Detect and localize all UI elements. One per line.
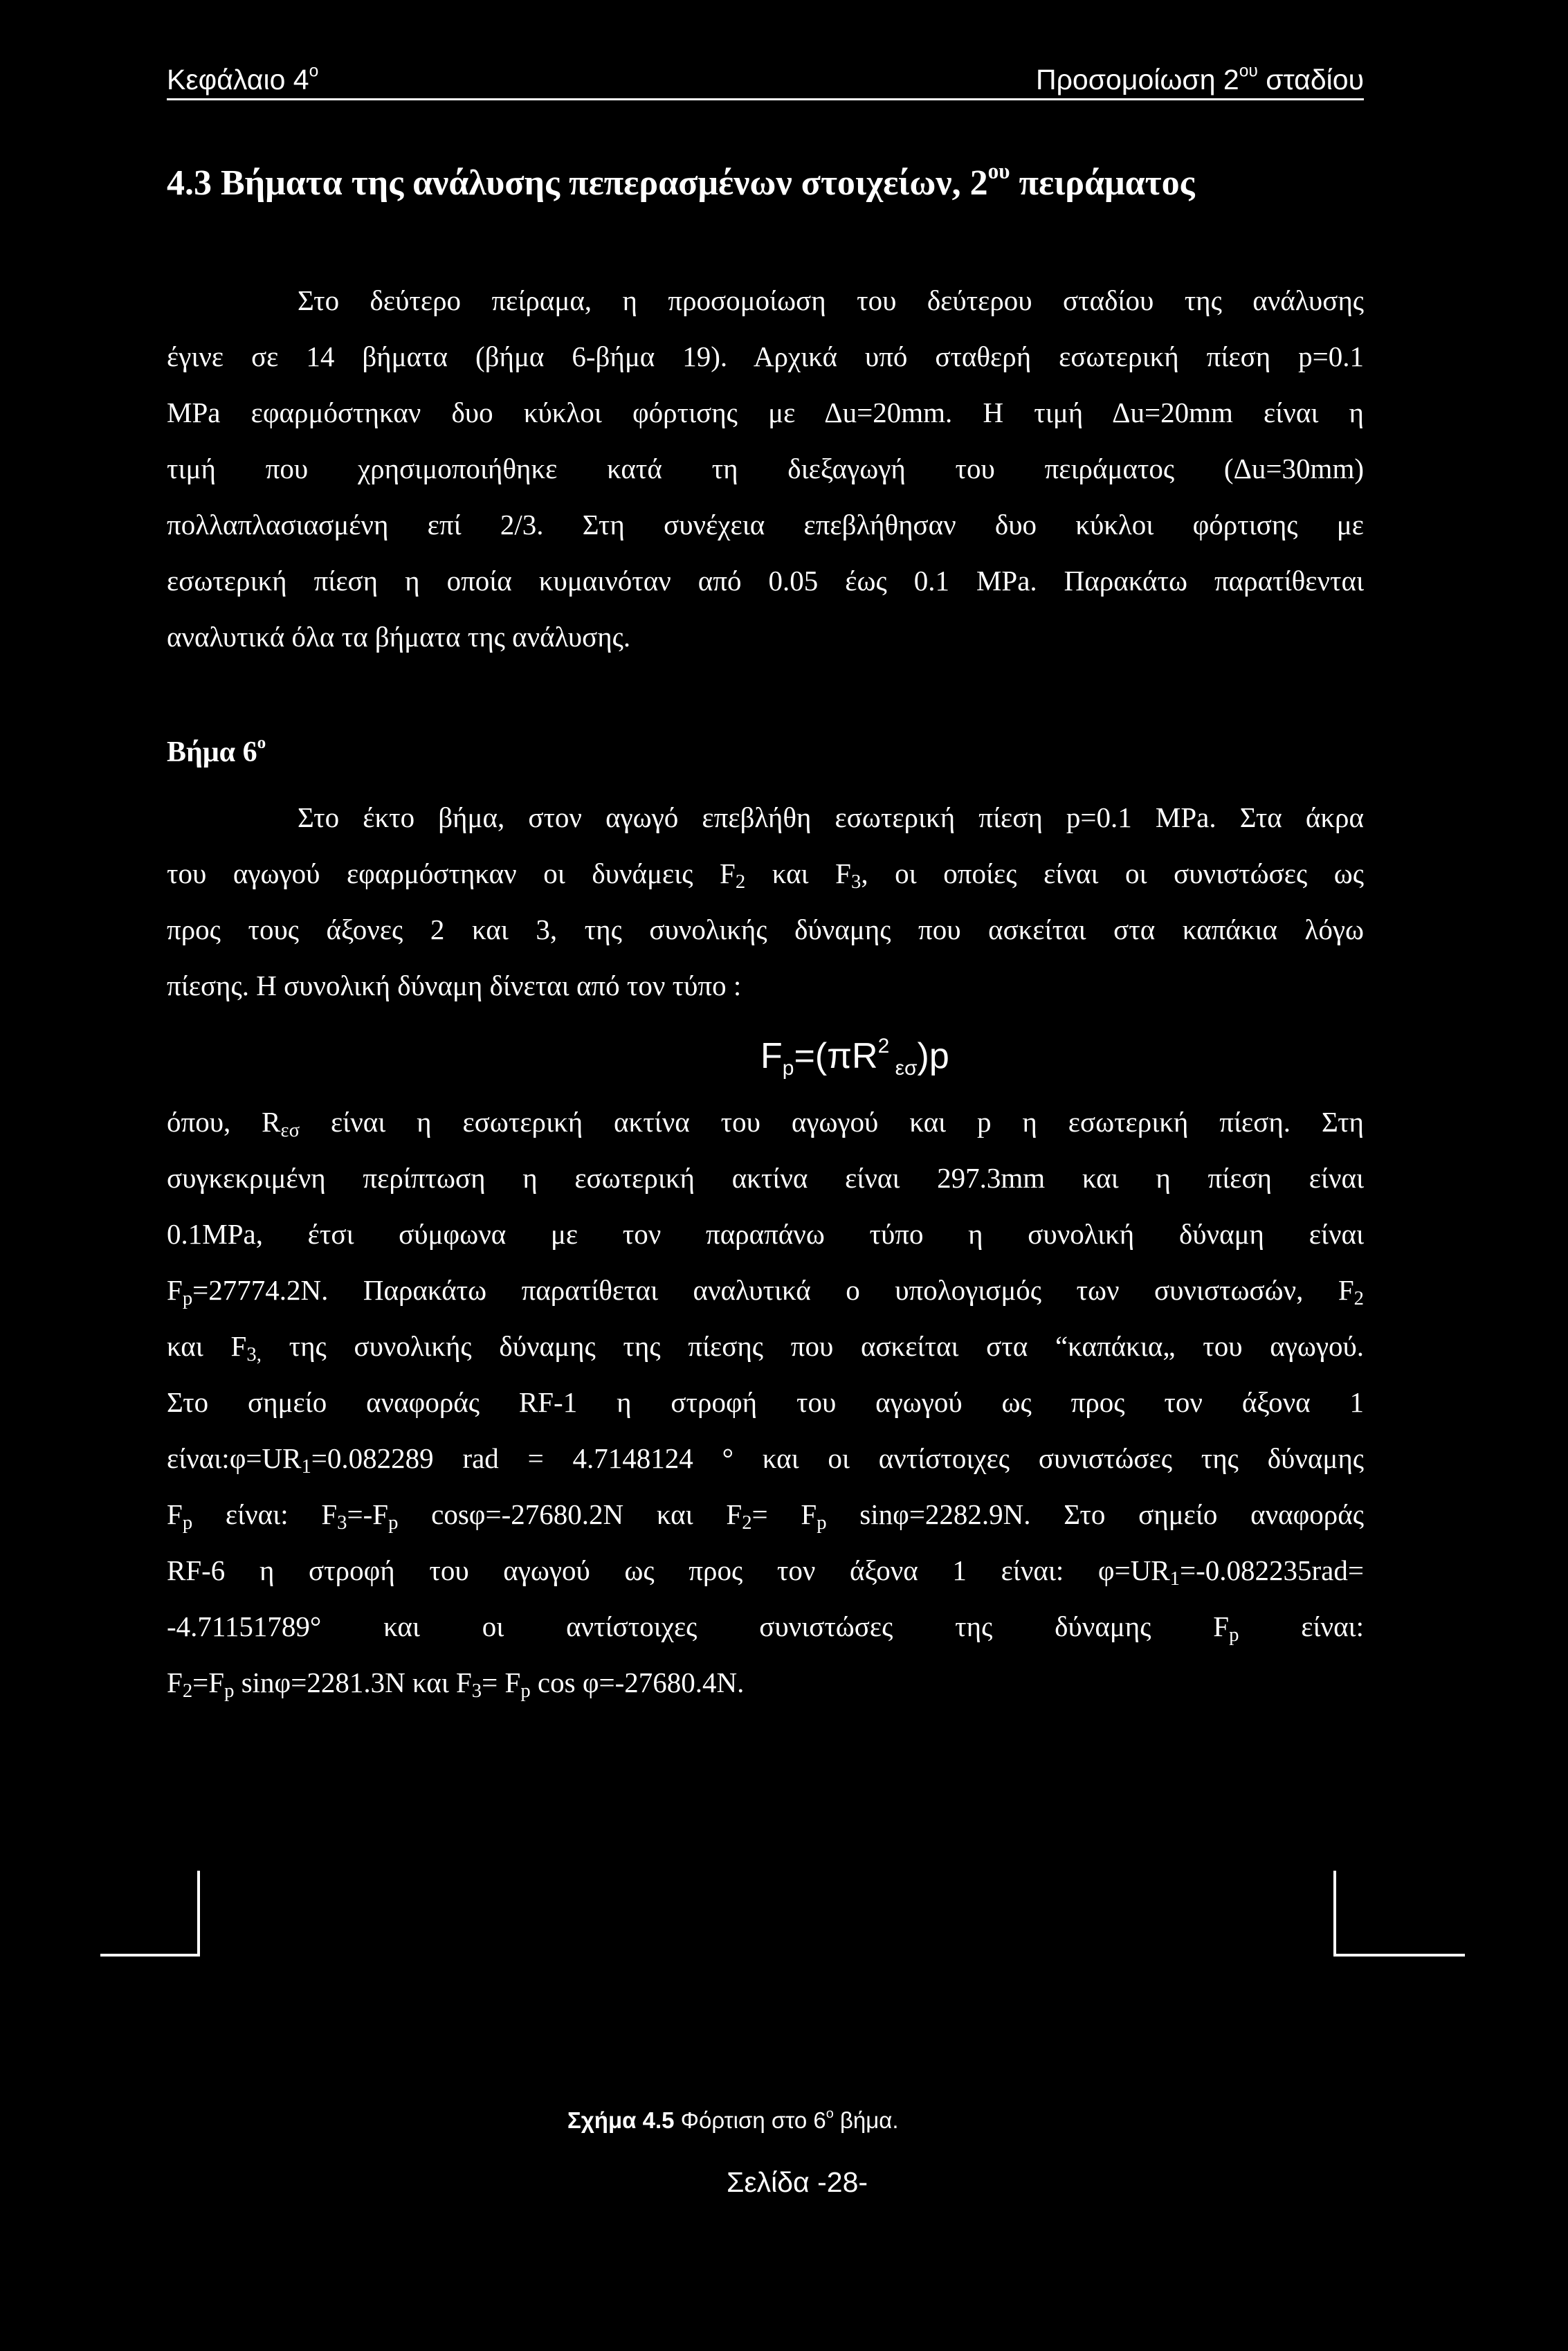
- formula-sub: p: [782, 1057, 794, 1080]
- caption-sup: ο: [826, 2106, 834, 2122]
- para1-line: Στο έκτο βήμα, στον αγωγό επεβλήθη εσωτερική πίεση p=0.1 MPa. Στα άκρα: [298, 801, 1364, 833]
- subscript: 3,: [246, 1343, 262, 1366]
- intro-line: MPa εφαρμόστηκαν δυο κύκλοι φόρτισης με Δu=20mm. Η τιμή Δu=20mm είναι η: [167, 397, 1364, 428]
- subscript: 1: [1169, 1568, 1180, 1590]
- text-run: F: [167, 1274, 183, 1306]
- text-run: -4.71151789° και οι αντίστοιχες συνιστώσες της δύναμης F: [167, 1610, 1230, 1642]
- para2-line: [167, 1498, 1364, 1534]
- para2-line: Στο σημείο αναφοράς RF-1 η στροφή του αγωγού ως προς τον άξονα 1: [167, 1386, 1364, 1418]
- section-text-end: σταδίου: [1257, 64, 1364, 96]
- subscript: 2: [742, 1512, 752, 1534]
- para1-line: προς τους άξονες 2 και 3, της συνολικής δύναμης που ασκείται στα καπάκια λόγω: [167, 914, 1364, 945]
- section-title: [167, 158, 1195, 203]
- para2-line: [167, 1554, 1364, 1590]
- text-run: F: [167, 1667, 183, 1698]
- text-run: RF-6 η στροφή του αγωγού ως προς τον άξονα 1 είναι: φ=UR: [167, 1554, 1170, 1586]
- para2-line: συγκεκριμένη περίπτωση η εσωτερική ακτίνα είναι 297.3mm και η πίεση είναι: [167, 1162, 1364, 1194]
- crop-mark-right-v: [1333, 1871, 1336, 1957]
- intro-line: τιμή που χρησιμοποιήθηκε κατά τη διεξαγωγή του πειράματος (Δu=30mm): [167, 453, 1364, 484]
- chapter-text: Κεφάλαιο 4: [167, 64, 309, 96]
- subscript: p: [388, 1512, 399, 1534]
- text-run: = F: [482, 1667, 521, 1698]
- text-run: cosφ=-27680.2N και F: [398, 1498, 742, 1530]
- text-run: =27774.2N. Παρακάτω παρατίθεται αναλυτικά ο υπολογισμός των συνιστωσών, F: [192, 1274, 1354, 1306]
- caption-text: Φόρτιση στο 6: [674, 2107, 826, 2133]
- para2-line: [167, 1273, 1364, 1310]
- para2-line: [167, 1442, 1364, 1478]
- title-sup: ου: [987, 158, 1010, 183]
- intro-line: εσωτερική πίεση η οποία κυμαινόταν από 0.05 έως 0.1 MPa. Παρακάτω παρατίθενται: [167, 565, 1364, 597]
- chapter-label: [167, 64, 318, 96]
- text-run: είναι η εσωτερική ακτίνα του αγωγού και p η εσωτερική πίεση. Στη: [300, 1106, 1364, 1138]
- intro-line: αναλυτικά όλα τα βήματα της ανάλυσης.: [167, 621, 631, 653]
- text-run: =-0.082235rad=: [1180, 1554, 1364, 1586]
- text-run: είναι:: [1239, 1610, 1364, 1642]
- step-label: Βήμα 6: [167, 736, 257, 768]
- subscript: p: [224, 1680, 235, 1703]
- text-run: της συνολικής δύναμης της πίεσης που ασκείται στα “καπάκια„ του αγωγού.: [261, 1330, 1364, 1362]
- text-run: sinφ=2282.9N. Στο σημείο αναφοράς: [826, 1498, 1364, 1530]
- section-sup: ου: [1239, 62, 1258, 81]
- subscript: 2: [735, 871, 746, 893]
- text-run: είναι: F: [192, 1498, 338, 1530]
- text-run: όπου, R: [167, 1106, 281, 1138]
- caption-text-end: βήμα.: [833, 2107, 899, 2133]
- text-run: του αγωγού εφαρμόστηκαν οι δυνάμεις F: [167, 857, 736, 889]
- subscript: εσ: [280, 1119, 300, 1142]
- para1-line: πίεσης. Η συνολική δύναμη δίνεται από τον τύπο :: [167, 970, 742, 1001]
- intro-line: έγινε σε 14 βήματα (βήμα 6-βήμα 19). Αρχικά υπό σταθερή εσωτερική πίεση p=0.1: [167, 341, 1364, 372]
- subscript: 2: [1353, 1287, 1364, 1310]
- text-run: sinφ=2281.3N και F: [234, 1667, 472, 1698]
- formula: [760, 1035, 949, 1080]
- title-text: 4.3 Βήματα της ανάλυσης πεπερασμένων στοιχείων, 2: [167, 163, 988, 203]
- subscript: 3: [337, 1512, 347, 1534]
- page-header: [167, 64, 1364, 98]
- header-rule: [167, 98, 1364, 100]
- caption-label: Σχήμα 4.5: [567, 2107, 675, 2133]
- section-label: [1036, 64, 1364, 96]
- text-run: =0.082289 rad = 4.7148124 ° και οι αντίστοιχες συνιστώσες της δύναμης: [311, 1442, 1364, 1474]
- chapter-sup: ο: [309, 62, 319, 81]
- subscript: p: [1229, 1624, 1239, 1646]
- subscript: p: [520, 1680, 531, 1703]
- formula-part: )p: [917, 1036, 949, 1076]
- crop-mark-right-h: [1333, 1954, 1465, 1957]
- figure-caption: [567, 2107, 899, 2134]
- text-run: cos φ=-27680.4N.: [530, 1667, 745, 1698]
- text-run: F: [167, 1498, 183, 1530]
- intro-line: πολλαπλασιασμένη επί 2/3. Στη συνέχεια επεβλήθησαν δυο κύκλοι φόρτισης με: [167, 509, 1364, 541]
- para2-line: [167, 1105, 1364, 1142]
- text-run: = F: [751, 1498, 817, 1530]
- text-run: και F: [745, 857, 851, 889]
- crop-mark-left-h: [100, 1954, 200, 1957]
- subscript: 3: [850, 871, 862, 893]
- text-run: , οι οποίες είναι οι συνιστώσες ως: [861, 857, 1364, 889]
- subscript: p: [182, 1287, 193, 1310]
- subscript: p: [817, 1512, 827, 1534]
- text-run: =F: [192, 1667, 225, 1698]
- para2-line: 0.1MPa, έτσι σύμφωνα με τον παραπάνω τύπο η συνολική δύναμη είναι: [167, 1218, 1364, 1250]
- section-text: Προσομοίωση 2: [1036, 64, 1239, 96]
- title-text-end: πειράματος: [1010, 163, 1195, 203]
- subscript: 2: [182, 1680, 193, 1703]
- text-run: =-F: [347, 1498, 389, 1530]
- formula-sub: εσ: [889, 1057, 918, 1080]
- formula-part: F: [760, 1036, 783, 1076]
- para2-line: [167, 1329, 1364, 1366]
- formula-sup: 2: [877, 1035, 890, 1058]
- subscript: 1: [301, 1455, 311, 1478]
- formula-part: =(πR: [794, 1036, 878, 1076]
- intro-line: Στο δεύτερο πείραμα, η προσομοίωση του δεύτερου σταδίου της ανάλυσης: [298, 284, 1364, 316]
- para2-line: [167, 1610, 1364, 1646]
- crop-mark-left-v: [197, 1871, 200, 1957]
- para1-line: [167, 857, 1364, 893]
- page-number: Σελίδα -28-: [727, 2166, 868, 2198]
- step-heading: [167, 736, 266, 769]
- text-run: είναι:φ=UR: [167, 1442, 302, 1474]
- subscript: 3: [471, 1680, 482, 1703]
- para2-line: [167, 1666, 745, 1703]
- text-run: και F: [167, 1330, 247, 1362]
- subscript: p: [182, 1512, 193, 1534]
- step-sup: ο: [257, 734, 266, 753]
